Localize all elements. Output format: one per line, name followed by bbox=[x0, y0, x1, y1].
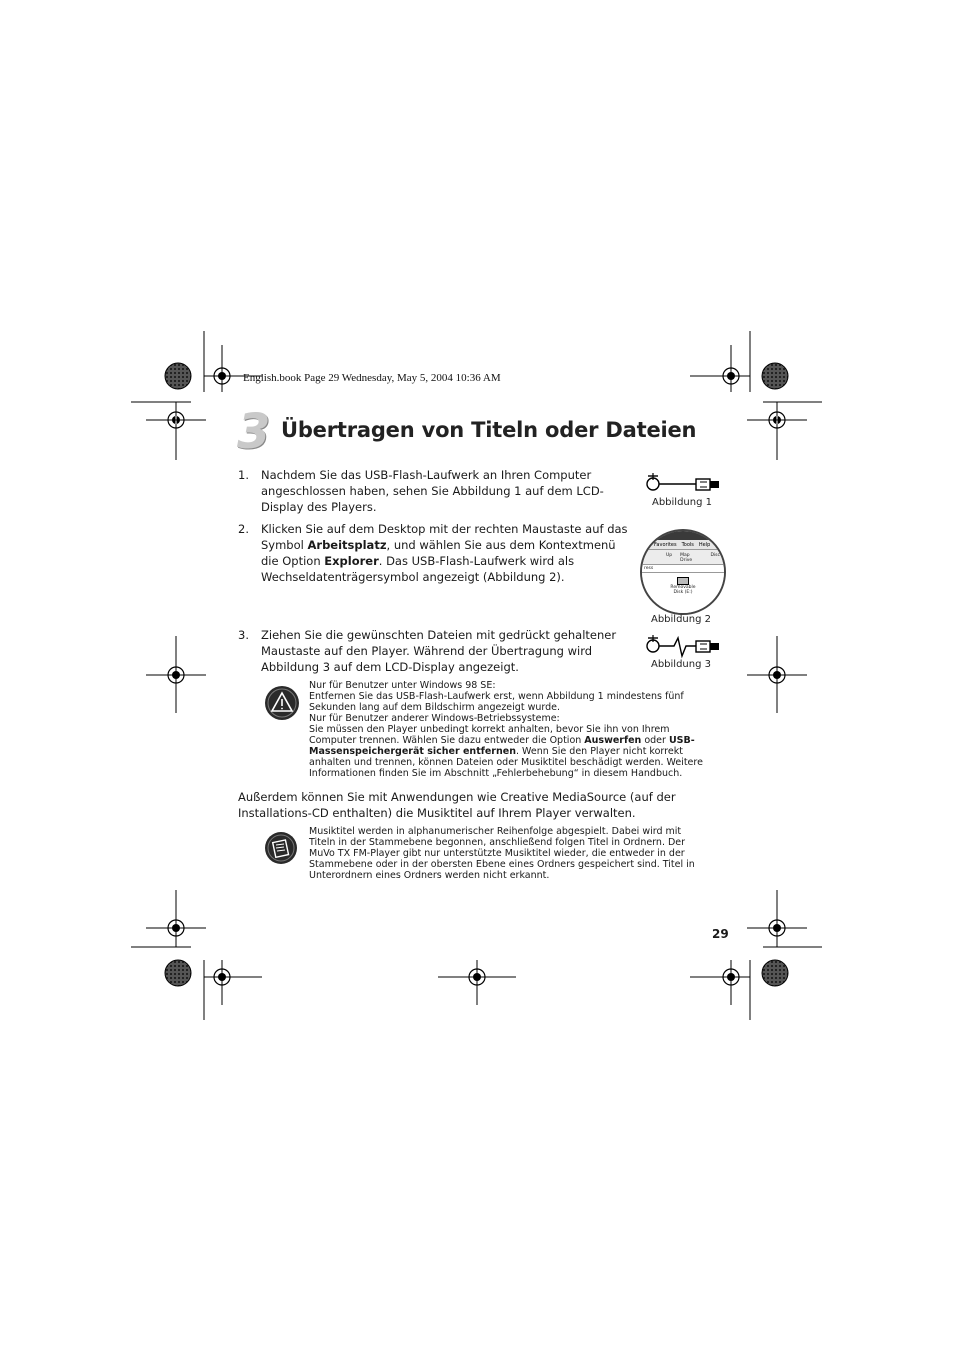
step-text: Ziehen Sie die gewünschten Dateien mit gedrückt gehaltener Maustaste auf den Player. Während der Übertragung wird Abbildung 3 auf dem LCD-Display angezeigt. bbox=[261, 628, 617, 674]
registration-mark-icon bbox=[762, 363, 788, 389]
toolbar-disc: Disc bbox=[710, 553, 720, 558]
step-number: 2. bbox=[238, 522, 249, 536]
address-bar: ress bbox=[642, 565, 724, 573]
chapter-title: Übertragen von Titeln oder Dateien bbox=[281, 418, 697, 442]
note-line: Nur für Benutzer unter Windows 98 SE: bbox=[309, 680, 496, 691]
step-text: Nachdem Sie das USB-Flash-Laufwerk an Ihren Computer angeschlossen haben, sehen Sie Abbildung 1 auf dem LCD-Display des Players. bbox=[261, 468, 604, 514]
menu-item-tools: Tools bbox=[681, 542, 694, 548]
menu-bar bbox=[642, 540, 724, 550]
menu-item-favorites: Favorites bbox=[654, 542, 677, 548]
bold-term: Explorer bbox=[324, 554, 379, 568]
registration-mark-icon bbox=[165, 363, 191, 389]
figure-caption: Abbildung 2 bbox=[650, 614, 711, 625]
warning-icon bbox=[264, 685, 300, 721]
chapter-number: 3 bbox=[237, 404, 271, 460]
toolbar bbox=[642, 550, 724, 565]
registration-mark-icon bbox=[762, 960, 788, 986]
warning-note bbox=[309, 680, 709, 779]
figure-caption: Abbildung 3 bbox=[650, 659, 711, 670]
usb-transfer-icon bbox=[644, 634, 722, 660]
bold-term: USB-Massenspeichergerät sicher entfernen bbox=[309, 735, 695, 757]
bold-term: Auswerfen bbox=[584, 735, 642, 746]
note-line: Sie müssen den Player unbedingt korrekt anhalten, bevor Sie ihn von Ihrem Computer trennen. Wählen Sie dazu entweder die Option Auswerfen oder USB-Massenspeichergerät sicher entfernen. Wenn Sie den Player nicht korrekt anhalten und trennen, können Dateien oder Musiktitel beschädigt werden. Weitere Informationen finden Sie im Abschnitt „Fehlerbehebung“ in diesem Handbuch. bbox=[309, 724, 703, 779]
step-number: 1. bbox=[238, 468, 249, 482]
book-header-meta: English.book Page 29 Wednesday, May 5, 2004 10:36 AM bbox=[243, 372, 501, 384]
step-text: Klicken Sie auf dem Desktop mit der rechten Maustaste auf das Symbol Arbeitsplatz, und wählen Sie aus dem Kontextmenü die Option Explorer. Das USB-Flash-Laufwerk wird als Wechseldatenträgersymbol angezeigt (Abbildung 2). bbox=[261, 522, 628, 584]
usb-icon bbox=[644, 472, 722, 496]
drive-label: Removable bbox=[670, 585, 696, 590]
page-number: 29 bbox=[712, 927, 729, 941]
toolbar-up: Up bbox=[666, 553, 673, 558]
note-line: Nur für Benutzer anderer Windows-Betriebssysteme: bbox=[309, 713, 560, 724]
note-icon bbox=[264, 831, 298, 865]
registration-mark-icon bbox=[165, 960, 191, 986]
body-paragraph: Außerdem können Sie mit Anwendungen wie Creative MediaSource (auf der Installations-CD enthalten) die Musiktitel auf Ihrem Player verwalten. bbox=[238, 790, 676, 820]
toolbar-map-drive: Map Drive bbox=[680, 553, 693, 563]
explorer-window-zoom bbox=[640, 529, 726, 615]
drive-letter: Disk (E:) bbox=[673, 590, 693, 595]
removable-disk-icon bbox=[677, 577, 689, 585]
figure-caption: Abbildung 1 bbox=[651, 497, 712, 508]
step-number: 3. bbox=[238, 628, 249, 642]
menu-item-help: Help bbox=[698, 542, 711, 548]
bold-term: Arbeitsplatz bbox=[307, 538, 387, 552]
info-note: Musiktitel werden in alphanumerischer Reihenfolge abgespielt. Dabei wird mit Titeln in der Stammebene begonnen, anschließend folgen Titel in Ordnern. Der MuVo TX FM-Player gibt nur unterstützte Musiktitel wieder, die entweder in der Stammebene oder in der obersten Ebene eines Ordners gespeichert sind. Titel in Unterordnern eines Ordners werden nicht erkannt. bbox=[309, 826, 695, 881]
note-line: Entfernen Sie das USB-Flash-Laufwerk erst, wenn Abbildung 1 mindestens fünf Sekunden lang auf dem Bildschirm angezeigt wurde. bbox=[309, 691, 684, 713]
